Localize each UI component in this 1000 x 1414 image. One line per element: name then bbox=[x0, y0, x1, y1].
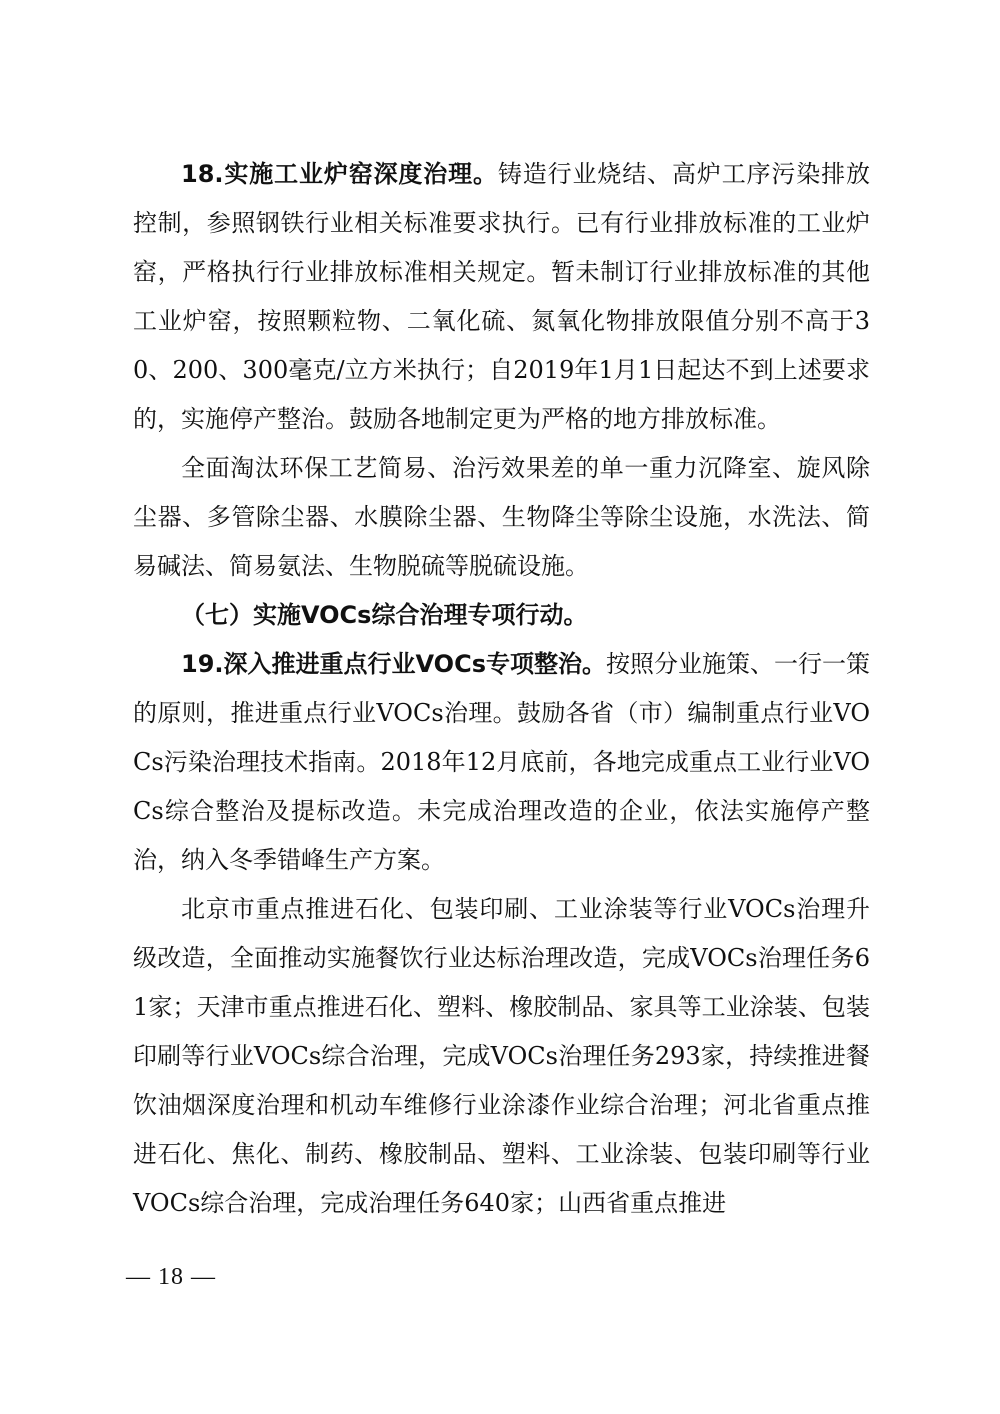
section-heading: （七）实施VOCs综合治理专项行动。 bbox=[181, 601, 588, 629]
paragraph-item-19 bbox=[133, 640, 870, 885]
paragraph-lead: 18.实施工业炉窑深度治理。 bbox=[181, 160, 498, 188]
paragraph-text: 北京市重点推进石化、包装印刷、工业涂装等行业VOCs治理升级改造，全面推动实施餐饮行业达标治理改造，完成VOCs治理任务61家；天津市重点推进石化、塑料、橡胶制品、家具等工业涂装、包装印刷等行业VOCs综合治理，完成VOCs治理任务293家，持续推进餐饮油烟深度治理和机动车维修行业涂漆作业综合治理；河北省重点推进石化、焦化、制药、橡胶制品、塑料、工业涂装、包装印刷等行业VOCs综合治理，完成治理任务640家；山西省重点推进 bbox=[133, 895, 870, 1217]
paragraph-text: 全面淘汰环保工艺简易、治污效果差的单一重力沉降室、旋风除尘器、多管除尘器、水膜除尘器、生物降尘等除尘设施，水洗法、简易碱法、简易氨法、生物脱硫等脱硫设施。 bbox=[133, 454, 870, 580]
paragraph-text: 铸造行业烧结、高炉工序污染排放控制，参照钢铁行业相关标准要求执行。已有行业排放标准的工业炉窑，严格执行行业排放标准相关规定。暂未制订行业排放标准的其他工业炉窑，按照颗粒物、二氧化硫、氮氧化物排放限值分别不高于30、200、300毫克/立方米执行；自2019年1月1日起达不到上述要求的，实施停产整治。鼓励各地制定更为严格的地方排放标准。 bbox=[133, 160, 871, 433]
paragraph-elimination bbox=[133, 444, 870, 591]
paragraph-item-18 bbox=[133, 150, 870, 444]
page-number: — 18 — bbox=[126, 1264, 216, 1290]
document-body bbox=[133, 150, 870, 1228]
paragraph-text: 按照分业施策、一行一策的原则，推进重点行业VOCs治理。鼓励各省（市）编制重点行业VOCs污染治理技术指南。2018年12月底前，各地完成重点工业行业VOCs综合整治及提标改造。未完成治理改造的企业，依法实施停产整治，纳入冬季错峰生产方案。 bbox=[133, 650, 871, 874]
paragraph-lead: 19.深入推进重点行业VOCs专项整治。 bbox=[181, 650, 606, 678]
paragraph-regional-tasks bbox=[133, 885, 870, 1228]
